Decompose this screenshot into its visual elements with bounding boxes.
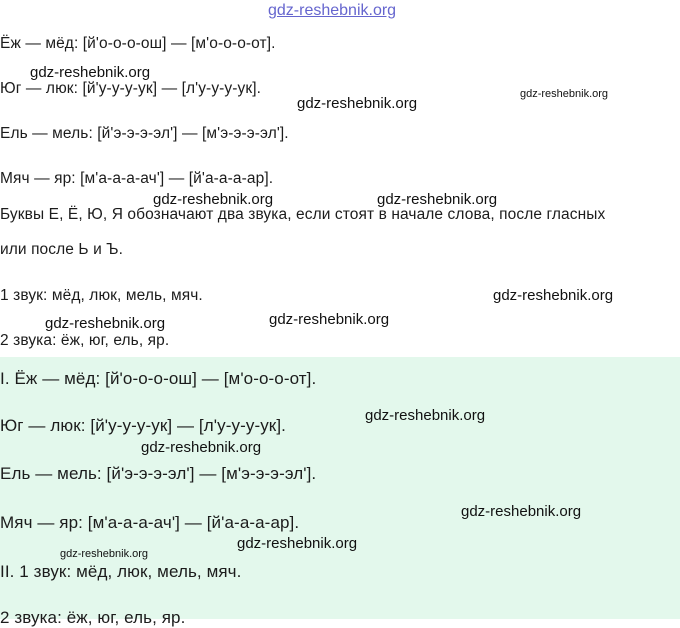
- watermark: gdz-reshebnik.org: [297, 95, 418, 112]
- text-line: 1 звук: мёд, люк, мель, мяч.: [0, 287, 203, 304]
- text-line: Буквы Е, Ё, Ю, Я обозначают два звука, если стоят в начале слова, после гласных: [0, 206, 606, 223]
- watermark: gdz-reshebnik.org: [45, 315, 166, 332]
- watermark: gdz-reshebnik.org: [365, 407, 486, 424]
- watermark: gdz-reshebnik.org: [377, 191, 498, 208]
- text-line: Юг — люк: [й'у-у-у-ук] — [л'у-у-у-ук].: [0, 80, 262, 97]
- text-line: 2 звука: ёж, юг, ель, яр.: [0, 332, 170, 349]
- watermark: gdz-reshebnik.org: [269, 311, 390, 328]
- watermark: gdz-reshebnik.org: [141, 439, 262, 456]
- text-line: Мяч — яр: [м'а-а-а-ач'] — [й'а-а-а-ар].: [0, 170, 274, 187]
- watermark: gdz-reshebnik.org: [60, 548, 149, 560]
- watermark: gdz-reshebnik.org: [461, 503, 582, 520]
- answer-line: Ель — мель: [й'э-э-э-эл'] — [м'э-э-э-эл'].: [0, 464, 317, 483]
- watermark: gdz-reshebnik.org: [237, 535, 358, 552]
- header-watermark-link[interactable]: gdz-reshebnik.org: [268, 2, 397, 19]
- text-line: Ель — мель: [й'э-э-э-эл'] — [м'э-э-э-эл'].: [0, 125, 289, 142]
- answer-line: 2 звука: ёж, юг, ель, яр.: [0, 608, 186, 627]
- watermark: gdz-reshebnik.org: [153, 191, 274, 208]
- answer-line: Мяч — яр: [м'а-а-а-ач'] — [й'а-а-а-ар].: [0, 513, 300, 532]
- answer-line: Юг — люк: [й'у-у-у-ук] — [л'у-у-у-ук].: [0, 416, 286, 435]
- answer-line: II. 1 звук: мёд, люк, мель, мяч.: [0, 562, 242, 581]
- text-line: Ёж — мёд: [й'о-о-о-ош] — [м'о-о-о-от].: [0, 35, 276, 52]
- watermark: gdz-reshebnik.org: [30, 64, 151, 81]
- text-line: или после Ь и Ъ.: [0, 241, 124, 258]
- watermark: gdz-reshebnik.org: [520, 88, 609, 100]
- answer-line: I. Ёж — мёд: [й'о-о-о-ош] — [м'о-о-о-от].: [0, 369, 317, 388]
- watermark: gdz-reshebnik.org: [493, 287, 614, 304]
